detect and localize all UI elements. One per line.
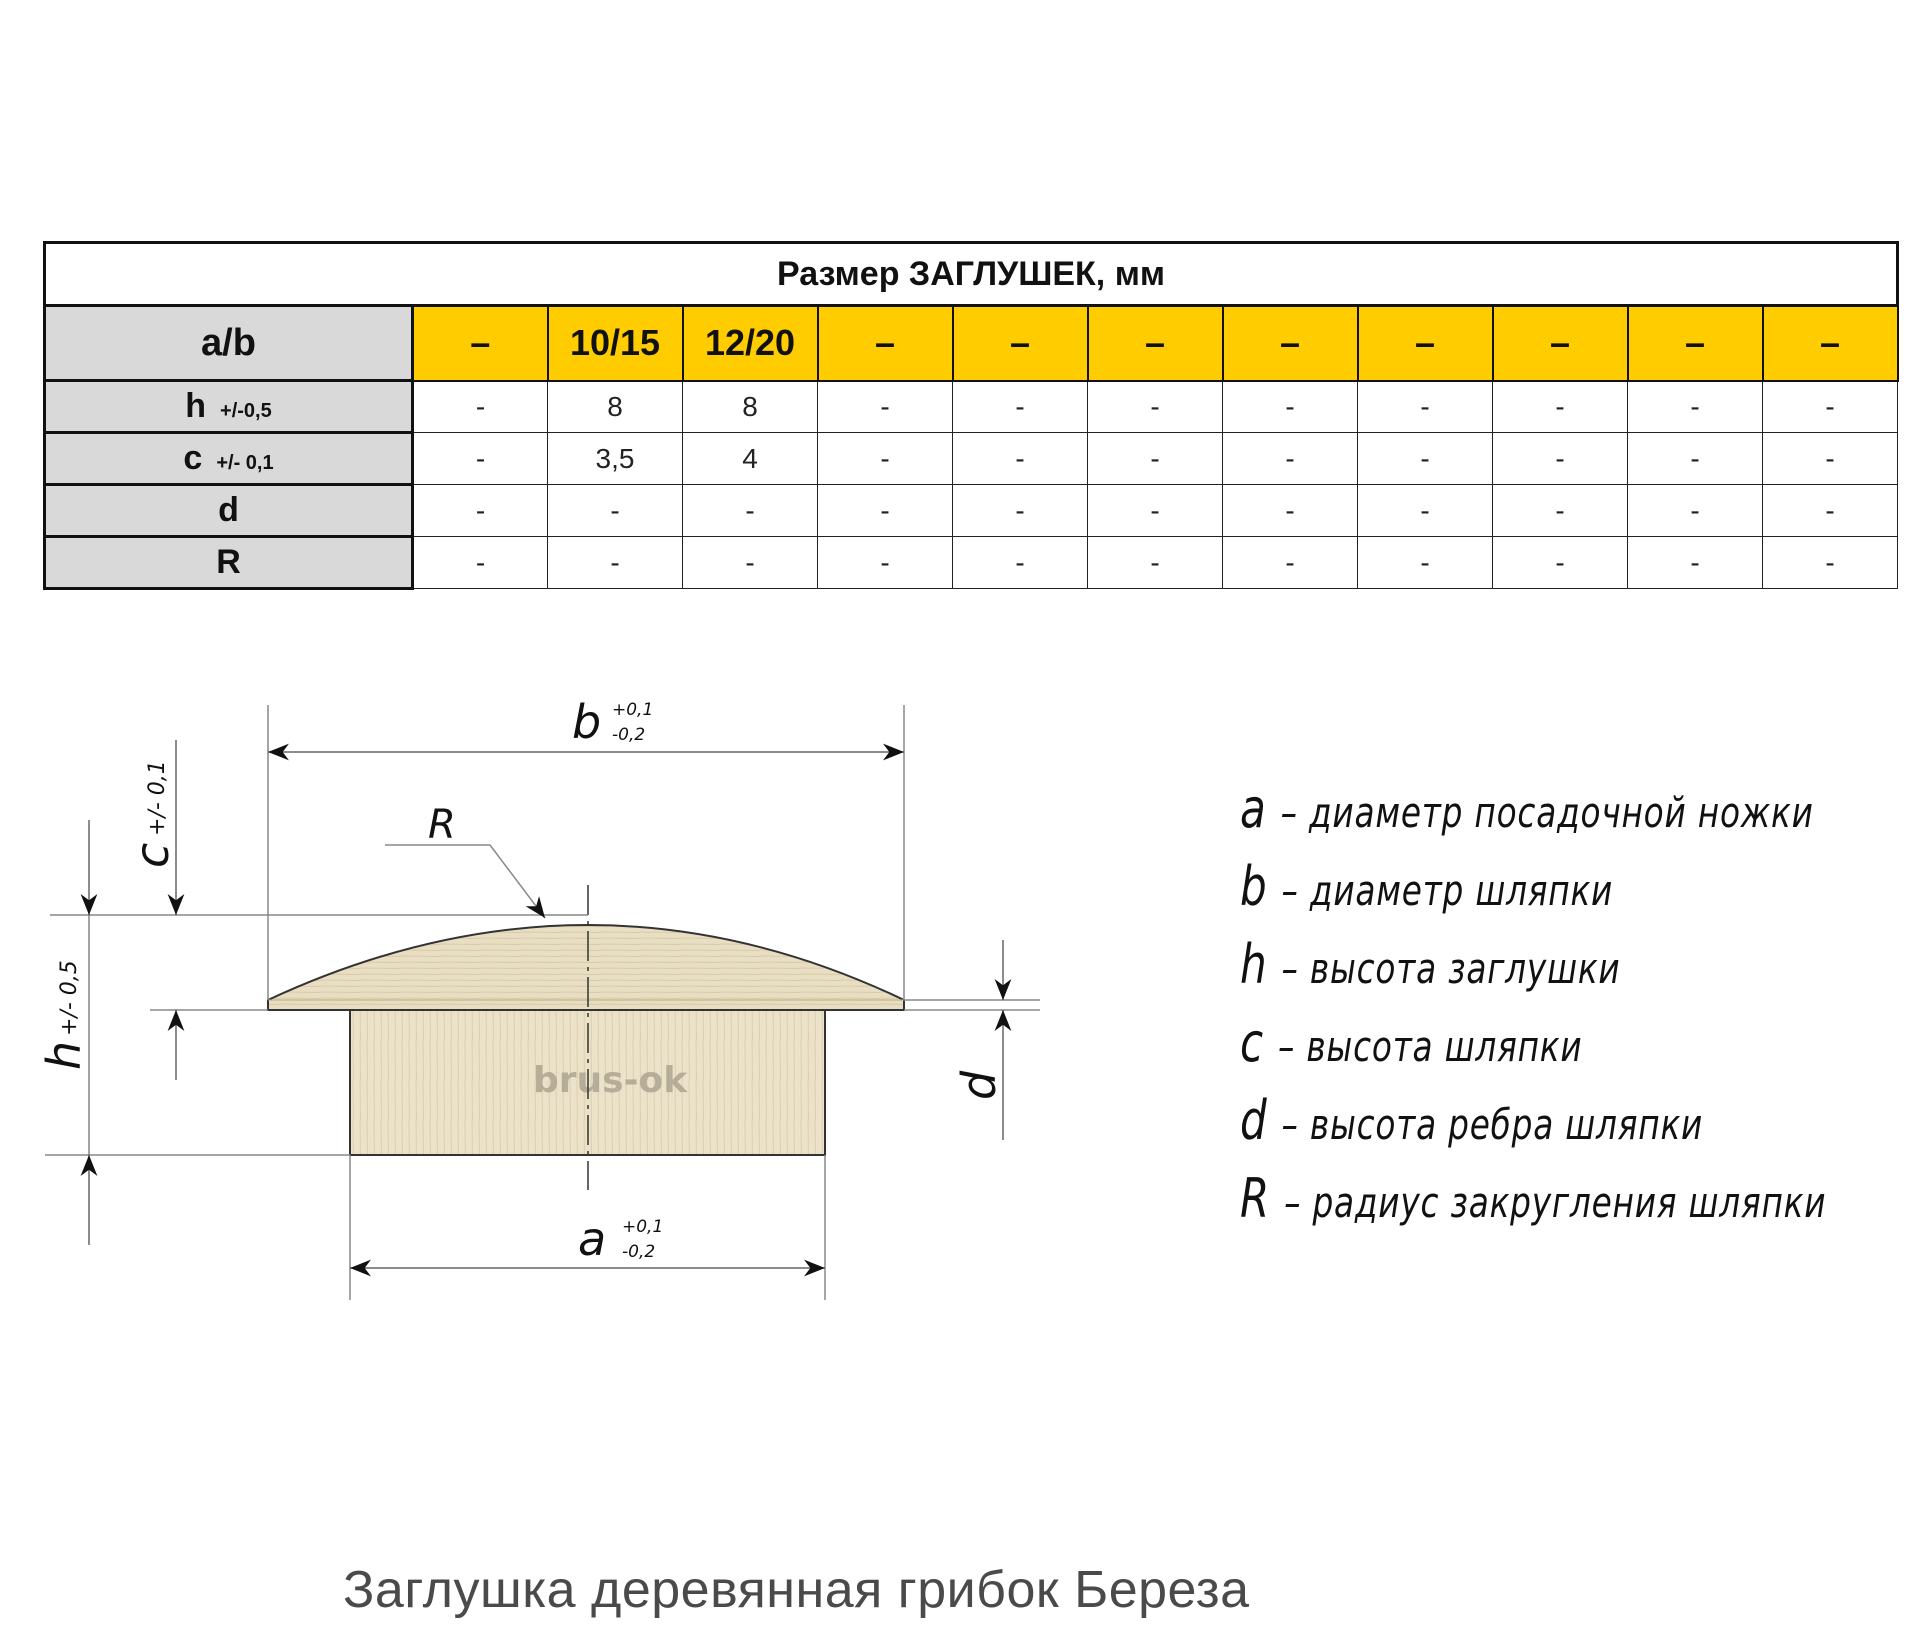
- h-dimension-label: h: [37, 1040, 91, 1070]
- size-column-header: –: [953, 306, 1088, 381]
- table-cell: -: [413, 537, 548, 589]
- table-row-r: [45, 537, 1898, 589]
- header-row: [45, 306, 1898, 381]
- legend-item-h: [1240, 926, 1826, 1004]
- row-label-c: [45, 433, 413, 485]
- legend-text: – диаметр посадочной ножки: [1280, 788, 1814, 837]
- plug-head: [268, 925, 904, 1010]
- r-dimension-label: R: [428, 802, 456, 848]
- table-cell: -: [1358, 433, 1493, 485]
- table-row-c: [45, 433, 1898, 485]
- b-tolerance-minus: -0,2: [612, 725, 646, 745]
- size-column-header: –: [1493, 306, 1628, 381]
- table-cell: -: [953, 381, 1088, 433]
- size-column-header: –: [1628, 306, 1763, 381]
- size-column-header: –: [1358, 306, 1493, 381]
- legend-symbol: d: [1240, 1089, 1268, 1152]
- size-column-header: –: [1223, 306, 1358, 381]
- table-cell: -: [818, 381, 953, 433]
- table-cell: -: [413, 381, 548, 433]
- table-cell: -: [1223, 433, 1358, 485]
- table-cell: -: [818, 485, 953, 537]
- table-cell: -: [1628, 381, 1763, 433]
- table-cell: -: [818, 537, 953, 589]
- watermark: brus-ok: [533, 1060, 688, 1101]
- legend-text: – диаметр шляпки: [1281, 866, 1614, 915]
- row-label-h: [45, 381, 413, 433]
- table-cell: -: [1628, 537, 1763, 589]
- b-tolerance-plus: +0,1: [612, 700, 654, 720]
- table-cell: -: [953, 485, 1088, 537]
- legend-symbol: a: [1240, 777, 1267, 840]
- a-dimension-label: a: [578, 1212, 607, 1266]
- table-cell: -: [548, 537, 683, 589]
- product-caption: Заглушка деревянная грибок Береза: [343, 1561, 1250, 1619]
- plug-technical-drawing: [0, 680, 1100, 1320]
- table-cell: -: [1223, 485, 1358, 537]
- c-tolerance: +/- 0,1: [145, 760, 170, 836]
- a-tolerance-minus: -0,2: [622, 1242, 656, 1262]
- table-cell: -: [1628, 485, 1763, 537]
- table-cell: -: [548, 485, 683, 537]
- legend-item-a: [1240, 770, 1826, 848]
- row-symbol: h: [185, 387, 207, 425]
- row-label-r: [45, 537, 413, 589]
- size-column-header: –: [1763, 306, 1898, 381]
- legend-text: – высота ребра шляпки: [1281, 1100, 1704, 1149]
- row-symbol: c: [183, 439, 203, 477]
- d-dimension-label: d: [952, 1070, 1006, 1100]
- row-symbol: R: [216, 543, 241, 581]
- dimension-legend: [1240, 770, 1920, 1238]
- table-cell: -: [1628, 433, 1763, 485]
- legend-text: – высота шляпки: [1277, 1022, 1583, 1071]
- legend-symbol: R: [1240, 1167, 1271, 1230]
- table-cell: -: [1358, 381, 1493, 433]
- row-tolerance: +/- 0,1: [216, 452, 274, 474]
- table-cell: -: [953, 537, 1088, 589]
- table-cell: -: [1358, 537, 1493, 589]
- table-cell: 8: [548, 381, 683, 433]
- size-column-header: –: [413, 306, 548, 381]
- table-cell: -: [1088, 381, 1223, 433]
- table-cell: -: [1088, 485, 1223, 537]
- table-cell: -: [1493, 485, 1628, 537]
- a-tolerance-plus: +0,1: [622, 1217, 664, 1237]
- table-row-d: [45, 485, 1898, 537]
- table-cell: -: [1493, 381, 1628, 433]
- table-cell: -: [1493, 537, 1628, 589]
- legend-symbol: h: [1240, 933, 1268, 996]
- table-cell: 4: [683, 433, 818, 485]
- header-label-ab: a/b: [45, 306, 413, 381]
- row-symbol: d: [218, 491, 239, 529]
- table-cell: -: [1088, 537, 1223, 589]
- table-cell: -: [683, 537, 818, 589]
- table-cell: -: [1763, 485, 1898, 537]
- table-cell: -: [1358, 485, 1493, 537]
- size-column-header: –: [1088, 306, 1223, 381]
- table-cell: -: [683, 485, 818, 537]
- size-column-header: –: [818, 306, 953, 381]
- table-row-h: [45, 381, 1898, 433]
- legend-item-d: [1240, 1082, 1826, 1160]
- table-cell: -: [1763, 537, 1898, 589]
- table-cell: 8: [683, 381, 818, 433]
- table-cell: -: [818, 433, 953, 485]
- table-cell: 3,5: [548, 433, 683, 485]
- table-cell: -: [1223, 381, 1358, 433]
- legend-text: – радиус закругления шляпки: [1284, 1178, 1827, 1227]
- size-column-header: 12/20: [683, 306, 818, 381]
- table-cell: -: [1223, 537, 1358, 589]
- legend-text: – высота заглушки: [1281, 944, 1621, 993]
- row-tolerance: +/-0,5: [220, 400, 272, 422]
- table-cell: -: [953, 433, 1088, 485]
- table-cell: -: [1493, 433, 1628, 485]
- table-cell: -: [1088, 433, 1223, 485]
- legend-symbol: c: [1240, 1011, 1264, 1074]
- plug-size-table: [43, 241, 1899, 590]
- table-cell: -: [1763, 381, 1898, 433]
- table-cell: -: [1763, 433, 1898, 485]
- b-dimension-label: b: [572, 695, 602, 749]
- h-tolerance: +/- 0,5: [57, 960, 82, 1036]
- c-dimension-label: c: [125, 842, 179, 868]
- table-title: Размер ЗАГЛУШЕК, мм: [45, 243, 1898, 306]
- table-cell: -: [413, 433, 548, 485]
- legend-item-b: [1240, 848, 1826, 926]
- legend-symbol: b: [1240, 855, 1268, 918]
- size-column-header: 10/15: [548, 306, 683, 381]
- table-cell: -: [413, 485, 548, 537]
- row-label-d: [45, 485, 413, 537]
- legend-item-r: [1240, 1160, 1826, 1238]
- legend-item-c: [1240, 1004, 1826, 1082]
